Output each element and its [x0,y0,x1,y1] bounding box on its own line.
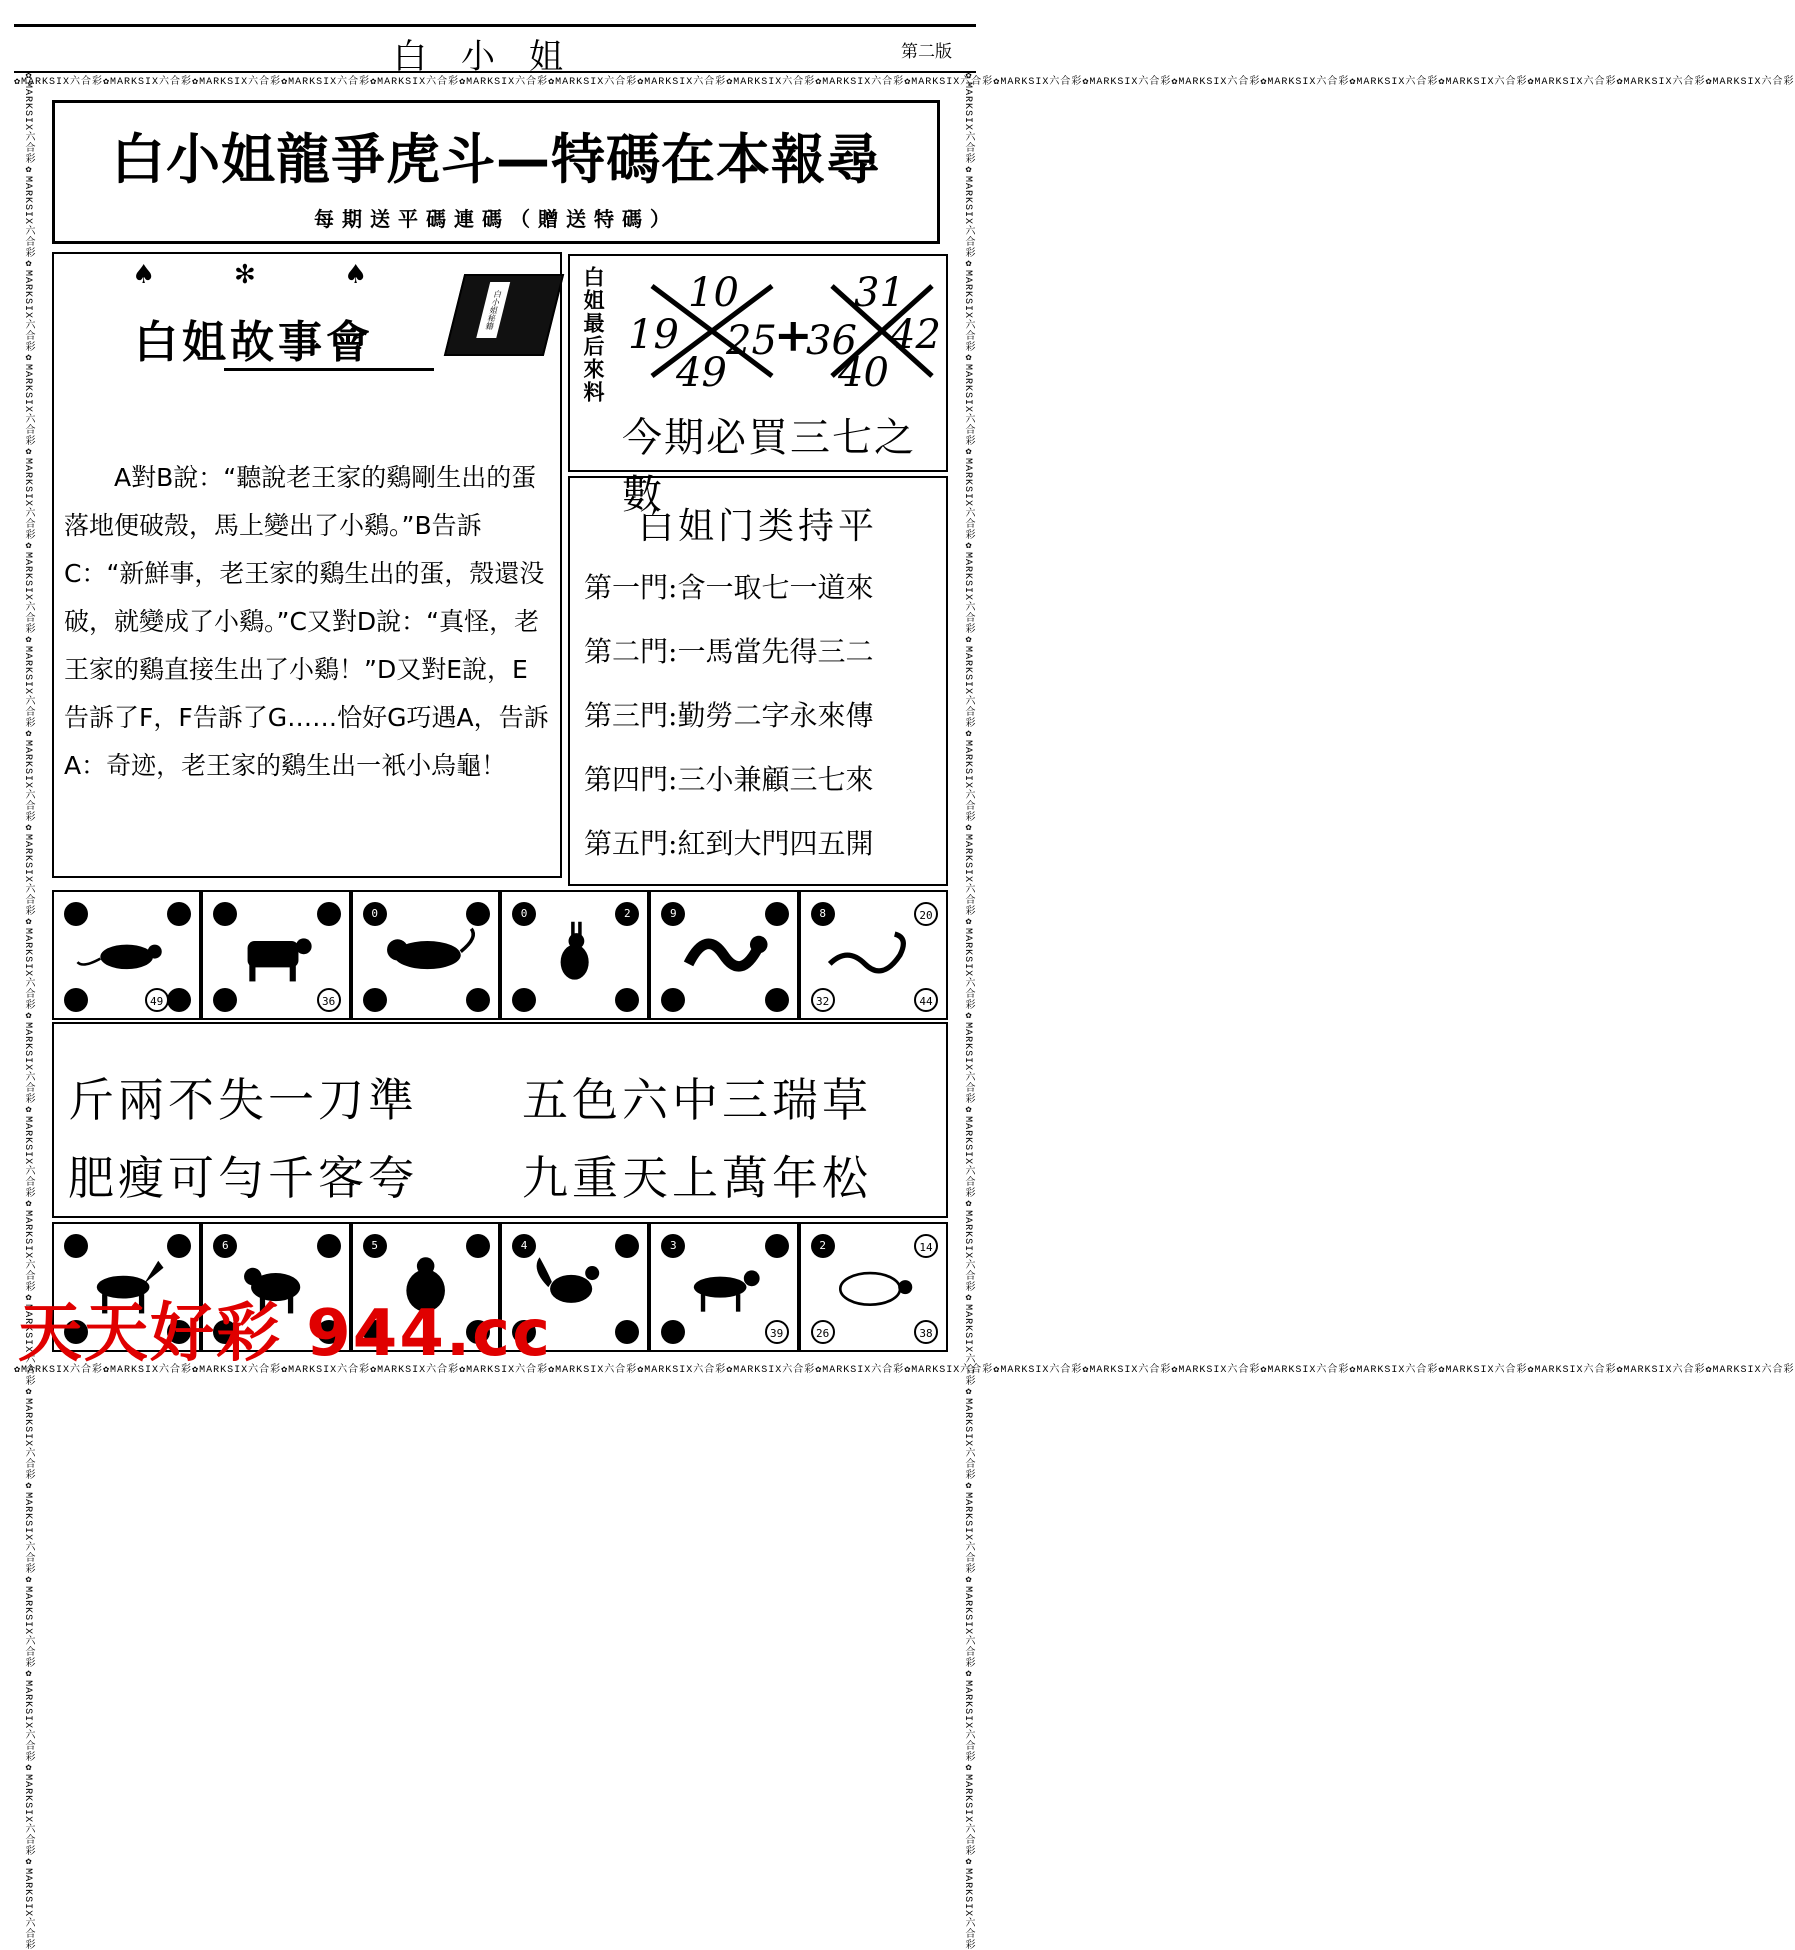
door-row [584,694,873,734]
number-ball: 2 [811,1234,835,1258]
edition-label: 第二版 [901,42,952,62]
zodiac-cell-pig [799,1222,948,1352]
numbers-box [568,254,948,518]
number-49: 49 [676,350,727,396]
right-border-strip [956,70,978,1950]
door-text: :含一取七一道來 [668,571,874,604]
number-ball: 26 [811,1320,835,1344]
number-ball [661,988,685,1012]
story-text: A對B說：“聽說老王家的鷄剛生出的蛋落地便破殼，馬上變出了小鷄。”B告訴C：“新鮮事，老王家的鷄生出的蛋，殼還没破，就變成了小鷄。”C又對D說：“真怪，老王家的鷄直接生出了小鷄！”D又對E說，E告訴了F，F告訴了G……恰好G巧遇A，告訴A：奇迹，老王家的鷄生出一衹小烏龜！ [64,463,549,780]
plus-sign: + [774,308,813,362]
ox-icon [223,920,328,985]
zodiac-row-top [52,890,948,1020]
headline-subtitle: 每期送平碼連碼（贈送特碼） [314,207,678,231]
number-ball: 14 [914,1234,938,1258]
door-text: :一馬當先得三二 [668,635,874,668]
door-row [584,566,873,606]
doors-title: 白姐门类持平 [637,506,878,547]
door-label: 第一門 [584,571,669,604]
rat-icon [74,920,179,985]
number-ball: 44 [914,988,938,1012]
headline-title: 白小姐龍爭虎斗—特碼在本報尋 [111,128,881,191]
number-ball [615,1320,639,1344]
number-ball: 49 [145,988,169,1012]
tiger-icon [373,920,478,985]
dragon-icon [671,920,776,985]
poem-line: 五色六中三瑞草 [522,1073,872,1127]
zodiac-cell-ox [201,890,350,1020]
pig-icon [821,1252,926,1317]
number-ball: 20 [914,902,938,926]
poem-line: 斤兩不失一刀準 [68,1073,418,1127]
number-ball [661,1320,685,1344]
dog-icon [671,1252,776,1317]
number-ball: 9 [661,902,685,926]
number-ball [167,988,191,1012]
number-ball [466,988,490,1012]
door-row [584,758,873,798]
poem-line: 九重天上萬年松 [522,1151,872,1205]
zodiac-cell-dog [649,1222,798,1352]
story-title: 白姐故事會 [134,317,374,368]
masthead-title: 白小姐 [393,37,597,77]
masthead [14,24,976,77]
number-ball [64,988,88,1012]
border-strip-text: ✿MARKSIX六合彩✿MARKSIX六合彩✿MARKSIX六合彩✿MARKSIX六合彩✿MARKSIX六合彩✿MARKSIX六合彩✿MARKSIX六合彩✿MARKSIX六合彩✿MARKSIX六合彩✿MARKSIX六合彩✿MARKSIX六合彩✿MARKSIX六合彩✿MARKSIX六合彩✿MARKSIX六合彩✿MARKSIX六合彩✿MARKSIX六合彩✿MARKSIX六合彩✿MARKSIX六合彩✿MARKSIX六合彩✿MARKSIX六合彩 [14,1365,1795,1376]
numbers-label: 白姐最后來料 [581,266,605,404]
zodiac-cell-rabbit [500,890,649,1020]
number-40: 40 [838,350,889,396]
number-ball: 32 [811,988,835,1012]
number-ball [765,988,789,1012]
zodiac-cell-rat [52,890,201,1020]
door-text: :三小兼顧三七來 [668,763,874,796]
watermark: 天天好彩 944.cc [18,1297,553,1371]
border-strip-text: ✿MARKSIX六合彩✿MARKSIX六合彩✿MARKSIX六合彩✿MARKSIX六合彩✿MARKSIX六合彩✿MARKSIX六合彩✿MARKSIX六合彩✿MARKSIX六合彩✿MARKSIX六合彩✿MARKSIX六合彩✿MARKSIX六合彩✿MARKSIX六合彩✿MARKSIX六合彩✿MARKSIX六合彩✿MARKSIX六合彩✿MARKSIX六合彩✿MARKSIX六合彩✿MARKSIX六合彩✿MARKSIX六合彩✿MARKSIX六合彩 [22,70,33,1950]
number-ball: 4 [512,1234,536,1258]
tulip-icon: ♠ [344,260,368,290]
door-row [584,630,873,670]
book-label: 白小姐秘籍 [476,282,510,338]
tulip-icon: ♠ [132,260,156,290]
number-31: 31 [854,270,905,316]
number-ball: 3 [661,1234,685,1258]
number-ball: 0 [363,902,387,926]
book-icon [444,274,564,356]
number-ball [363,988,387,1012]
rabbit-icon [522,920,627,985]
zodiac-cell-tiger [351,890,500,1020]
zodiac-cell-snake [799,890,948,1020]
top-border-strip [14,72,1795,94]
poem-line: 肥瘦可勻千客夸 [68,1151,418,1205]
flower-cluster-icon: ✻ [234,260,256,290]
number-ball [615,988,639,1012]
number-36: 36 [806,318,857,364]
door-label: 第三門 [584,699,669,732]
door-label: 第四門 [584,763,669,796]
headline-box [52,100,940,244]
number-ball [512,988,536,1012]
number-ball: 0 [512,902,536,926]
doors-box [568,476,948,886]
number-ball [213,988,237,1012]
border-strip-text: ✿MARKSIX六合彩✿MARKSIX六合彩✿MARKSIX六合彩✿MARKSIX六合彩✿MARKSIX六合彩✿MARKSIX六合彩✿MARKSIX六合彩✿MARKSIX六合彩✿MARKSIX六合彩✿MARKSIX六合彩✿MARKSIX六合彩✿MARKSIX六合彩✿MARKSIX六合彩✿MARKSIX六合彩✿MARKSIX六合彩✿MARKSIX六合彩✿MARKSIX六合彩✿MARKSIX六合彩✿MARKSIX六合彩✿MARKSIX六合彩 [962,70,973,1950]
door-row [584,822,873,862]
door-text: :勤勞二字永來傳 [668,699,874,732]
snake-icon [821,920,926,985]
number-ball: 8 [811,902,835,926]
number-ball: 39 [765,1320,789,1344]
border-strip-text: ✿MARKSIX六合彩✿MARKSIX六合彩✿MARKSIX六合彩✿MARKSIX六合彩✿MARKSIX六合彩✿MARKSIX六合彩✿MARKSIX六合彩✿MARKSIX六合彩✿MARKSIX六合彩✿MARKSIX六合彩✿MARKSIX六合彩✿MARKSIX六合彩✿MARKSIX六合彩✿MARKSIX六合彩✿MARKSIX六合彩✿MARKSIX六合彩✿MARKSIX六合彩✿MARKSIX六合彩✿MARKSIX六合彩✿MARKSIX六合彩 [14,77,1795,88]
left-border-strip [16,70,38,1950]
number-ball: 36 [317,988,341,1012]
poem-box [52,1022,948,1218]
door-label: 第二門 [584,635,669,668]
must-buy-text: 今期必買三七之數 [622,415,916,518]
number-ball: 2 [615,902,639,926]
number-10: 10 [688,270,739,316]
door-text: :紅到大門四五開 [668,827,874,860]
number-ball: 5 [363,1234,387,1258]
number-ball: 6 [213,1234,237,1258]
door-label: 第五門 [584,827,669,860]
zodiac-cell-dragon [649,890,798,1020]
number-19: 19 [628,312,679,358]
story-title-underline [224,368,434,371]
number-ball: 38 [914,1320,938,1344]
number-25: 25 [726,318,777,364]
number-42: 42 [890,312,941,358]
story-box [52,252,562,878]
